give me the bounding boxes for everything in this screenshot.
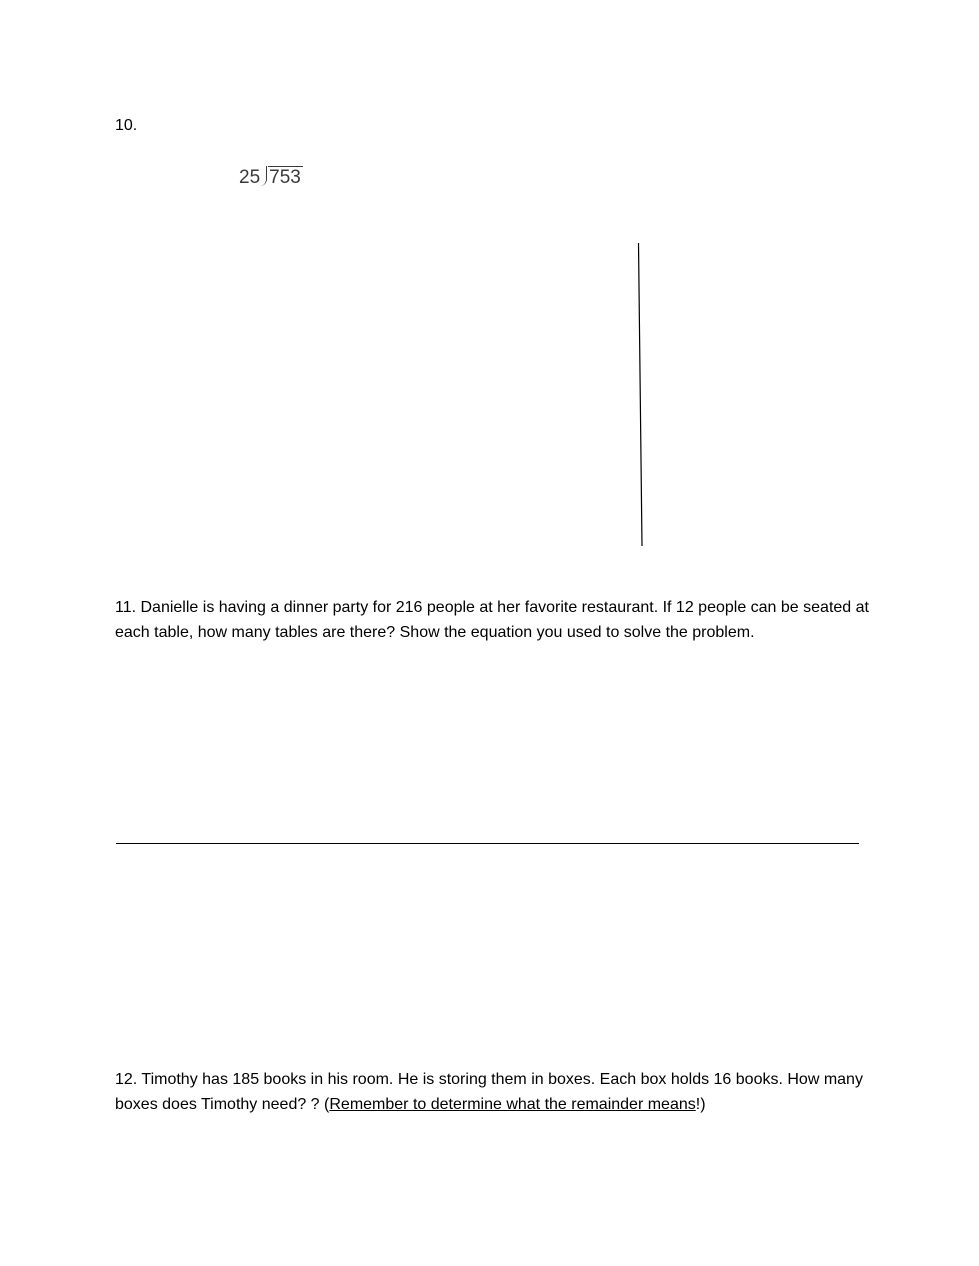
remainder-reminder: Remember to determine what the remainder means [329, 1096, 696, 1113]
answer-line [116, 843, 859, 844]
divisor: 25 [239, 167, 261, 188]
question-12-end: !) [695, 1096, 706, 1113]
question-11-text: 11. Danielle is having a dinner party for 216 people at her favorite restaurant. If 12 people can be seated at each table, how many tables are there? Show the equation you used to solve the problem. [115, 599, 869, 641]
dividend: 753 [269, 167, 301, 188]
question-12-text [115, 1067, 875, 1117]
question-10-number: 10. [115, 117, 138, 134]
question-12-body: 12. Timothy has 185 books in his room. He is storing them in boxes. Each box holds 16 books. How many boxes does Timothy need? ? ( [115, 1071, 863, 1113]
vertical-line [639, 243, 643, 546]
